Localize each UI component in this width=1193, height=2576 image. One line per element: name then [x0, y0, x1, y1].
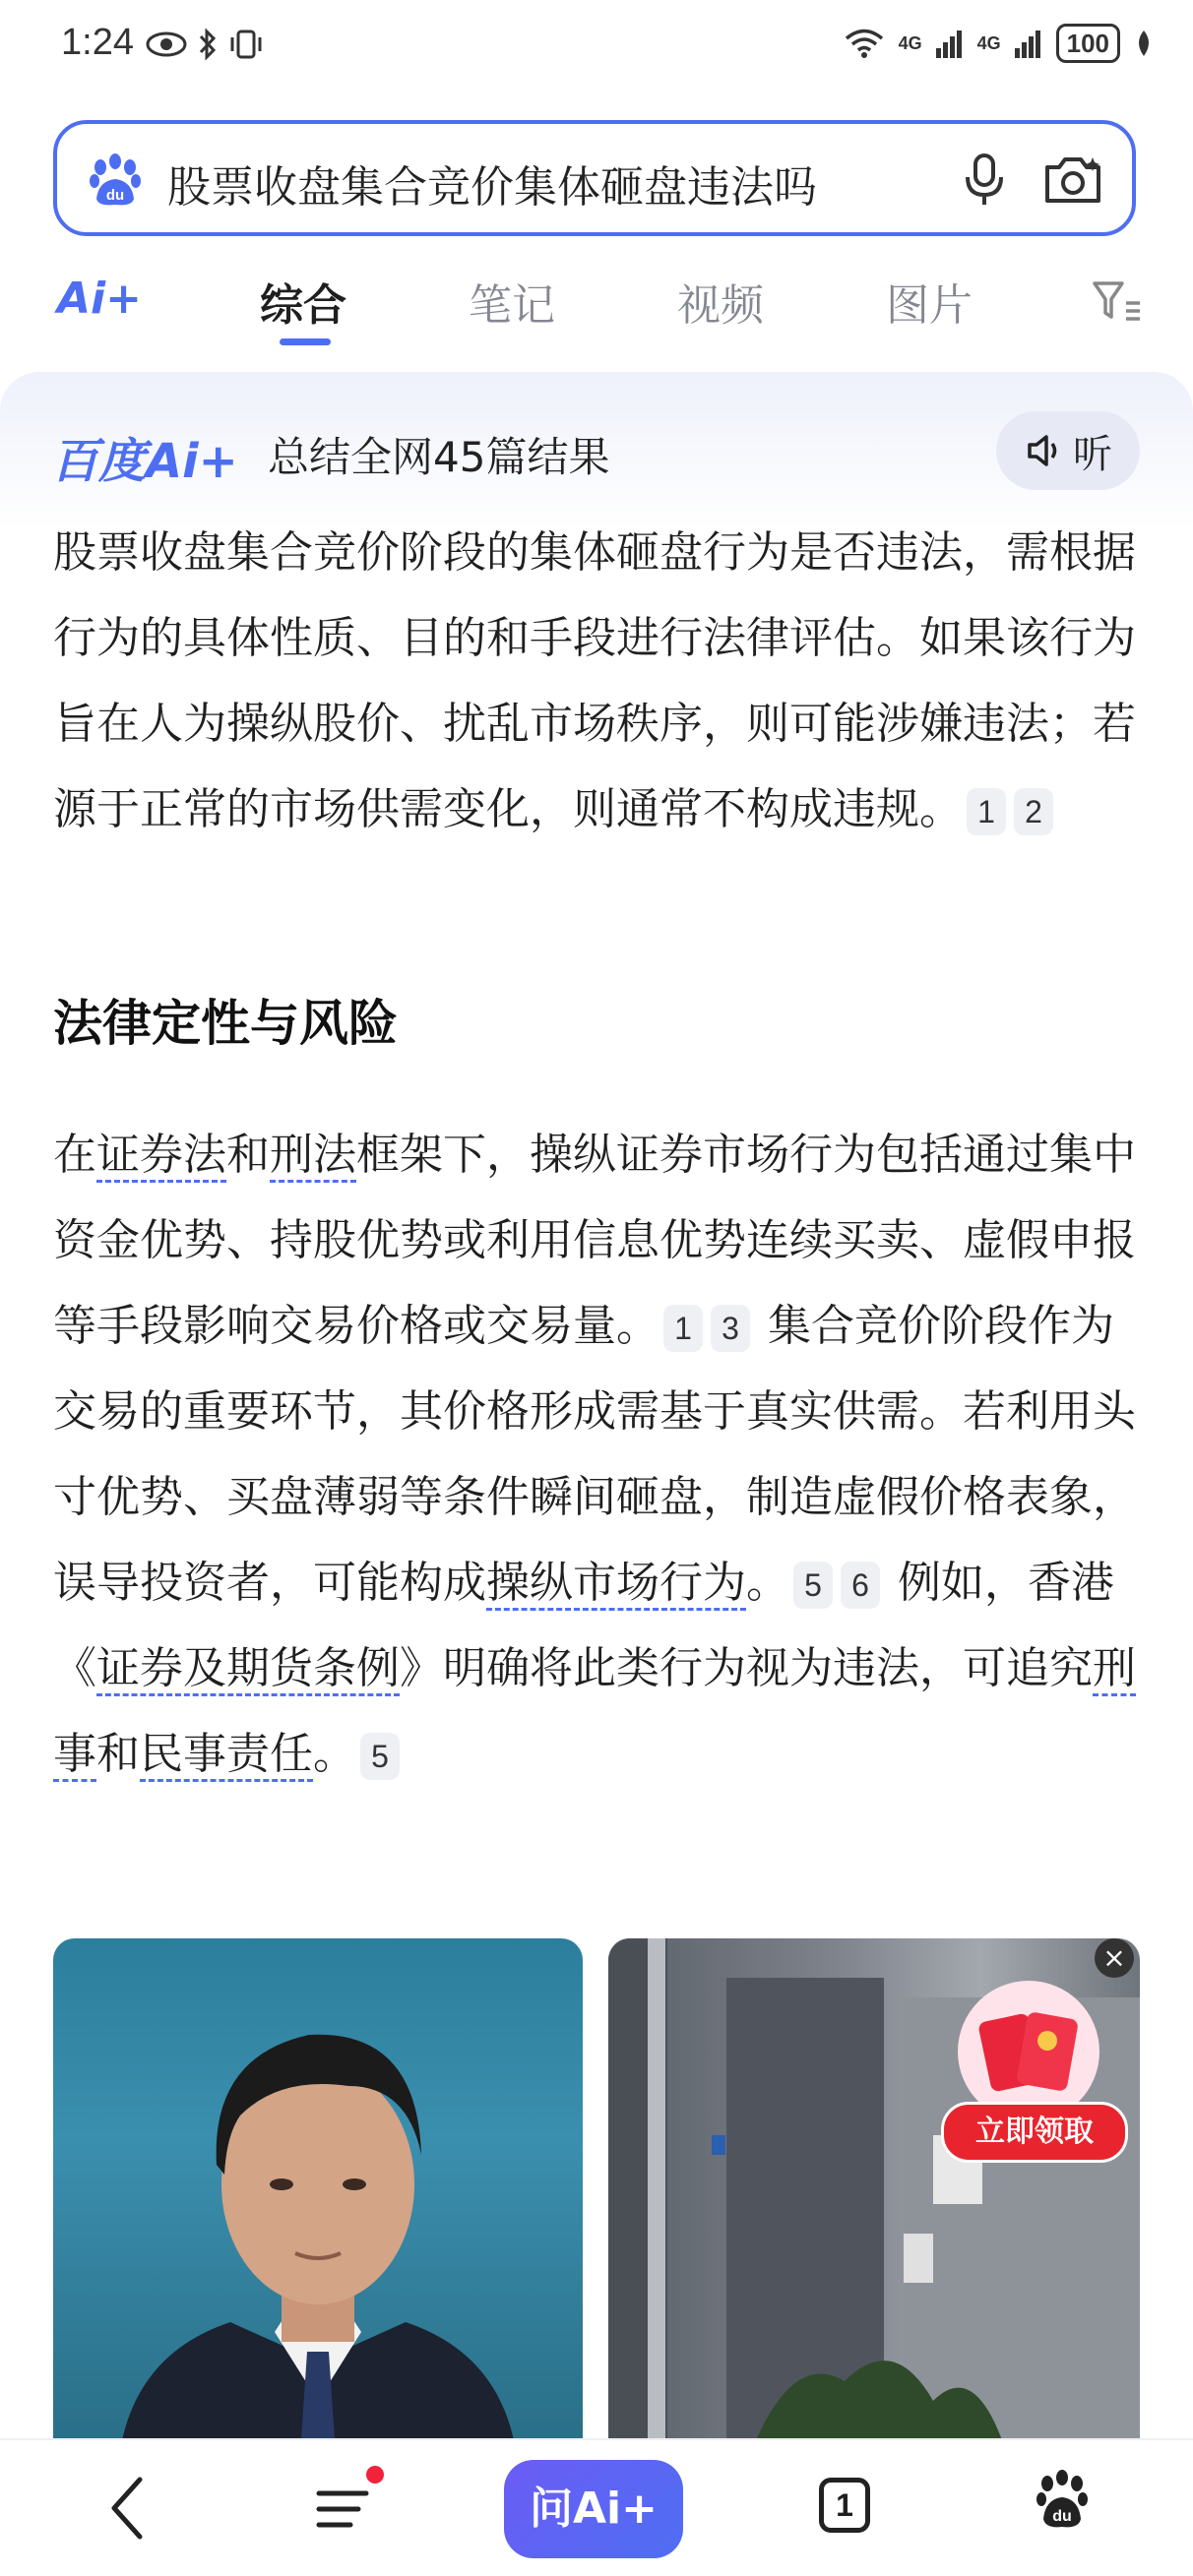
section-heading: 法律定性与风险 [53, 995, 398, 1052]
portrait-illustration [53, 1938, 583, 2440]
term-link-securities-law[interactable]: 证券法 [96, 1130, 226, 1183]
status-time: 1:24 [61, 22, 134, 63]
eye-icon [146, 30, 187, 59]
wifi-icon [844, 28, 885, 59]
citation-ref[interactable]: 1 [663, 1305, 703, 1352]
listen-label: 听 [1073, 431, 1112, 477]
citation-ref[interactable]: 5 [360, 1733, 400, 1780]
signal-label-2: 4G [976, 32, 1001, 53]
paragraph-text: 。 [746, 1558, 789, 1608]
term-link-criminal[interactable]: 刑事 [53, 1643, 1136, 1782]
baidu-ai-logo: 百度Ai+ [51, 434, 238, 489]
paragraph-text: 和 [96, 1729, 140, 1779]
answer-intro [53, 510, 1140, 852]
listen-button[interactable] [996, 411, 1140, 490]
citation-ref[interactable]: 5 [793, 1562, 833, 1609]
filter-icon[interactable] [1091, 277, 1142, 325]
claim-now-button[interactable]: 立即领取 [941, 2102, 1128, 2163]
result-image-portrait[interactable] [53, 1938, 583, 2440]
tab-all[interactable]: 综合 [260, 280, 346, 331]
vibrate-icon [228, 28, 264, 61]
charging-leaf-icon [1134, 29, 1154, 58]
tabs-count-button[interactable]: 1 [819, 2478, 870, 2533]
term-link-market-manipulation[interactable]: 操纵市场行为 [486, 1558, 746, 1611]
ask-ai-button[interactable]: 问Ai+ [504, 2460, 683, 2558]
tab-notes[interactable]: 笔记 [469, 280, 555, 331]
paragraph-text: 》明确将此类行为视为违法，可追究 [400, 1643, 1093, 1693]
speaker-icon [1024, 431, 1063, 470]
bottom-navigation [0, 2438, 1193, 2576]
signal-icon [1015, 29, 1042, 58]
microphone-icon[interactable] [955, 150, 1014, 209]
answer-paragraph [53, 1112, 1140, 1797]
term-link-criminal-law[interactable]: 刑法 [270, 1130, 356, 1183]
summary-label: 总结全网45篇结果 [268, 433, 610, 481]
search-box[interactable] [53, 120, 1136, 236]
back-icon[interactable] [106, 2474, 150, 2543]
search-query[interactable]: 股票收盘集合竞价集体砸盘违法吗 [167, 162, 817, 213]
svg-text:du: du [1052, 2508, 1072, 2525]
active-tab-indicator [280, 338, 331, 345]
close-promo-button[interactable]: × [1095, 1938, 1134, 1978]
term-link-civil-liability[interactable]: 民事责任 [140, 1729, 313, 1782]
paragraph-text: 例如，香港《 [53, 1558, 1114, 1693]
intro-text: 股票收盘集合竞价阶段的集体砸盘行为是否违法，需根据行为的具体性质、目的和手段进行法律评估。如果该行为旨在人为操纵股价、扰乱市场秩序，则可能涉嫌违法；若源于正常的市场供需变化，则通常不构成违规。 [53, 527, 1136, 834]
status-bar [0, 0, 1193, 98]
citation-ref[interactable]: 1 [967, 788, 1006, 835]
citation-ref[interactable]: 3 [711, 1305, 750, 1352]
tab-images[interactable]: 图片 [886, 280, 973, 331]
citation-ref[interactable]: 2 [1014, 788, 1053, 835]
notification-dot [366, 2466, 384, 2484]
signal-icon [936, 29, 964, 58]
paragraph-text: 在 [53, 1130, 96, 1180]
svg-text:du: du [105, 187, 125, 204]
menu-icon[interactable] [313, 2474, 372, 2543]
tab-ai[interactable]: Ai+ [57, 274, 143, 324]
paragraph-text: 。 [313, 1729, 356, 1779]
term-link-securities-ordinance[interactable]: 证券及期货条例 [96, 1643, 400, 1696]
signal-label-1: 4G [898, 32, 922, 53]
citation-ref[interactable]: 6 [841, 1562, 880, 1609]
battery-indicator: 100 [1056, 24, 1120, 63]
search-tabs [0, 254, 1193, 352]
paragraph-text: 和 [226, 1130, 270, 1180]
baidu-paw-icon [87, 153, 144, 207]
camera-search-icon[interactable] [1041, 150, 1104, 209]
paragraph-text: 框架下，操纵证券市场行为包括通过集中资金优势、持股优势或利用信息优势连续买卖、虚假申报等手段影响交易价格或交易量。 [53, 1130, 1136, 1351]
bluetooth-icon [197, 28, 219, 61]
paragraph-text: 集合竞价阶段作为交易的重要环节，其价格形成需基于真实供需。若利用头寸优势、买盘薄弱等条件瞬间砸盘，制造虚假价格表象，误导投资者，可能构成 [53, 1301, 1136, 1608]
baidu-home-icon[interactable] [1034, 2470, 1091, 2531]
tab-videos[interactable]: 视频 [677, 280, 764, 331]
